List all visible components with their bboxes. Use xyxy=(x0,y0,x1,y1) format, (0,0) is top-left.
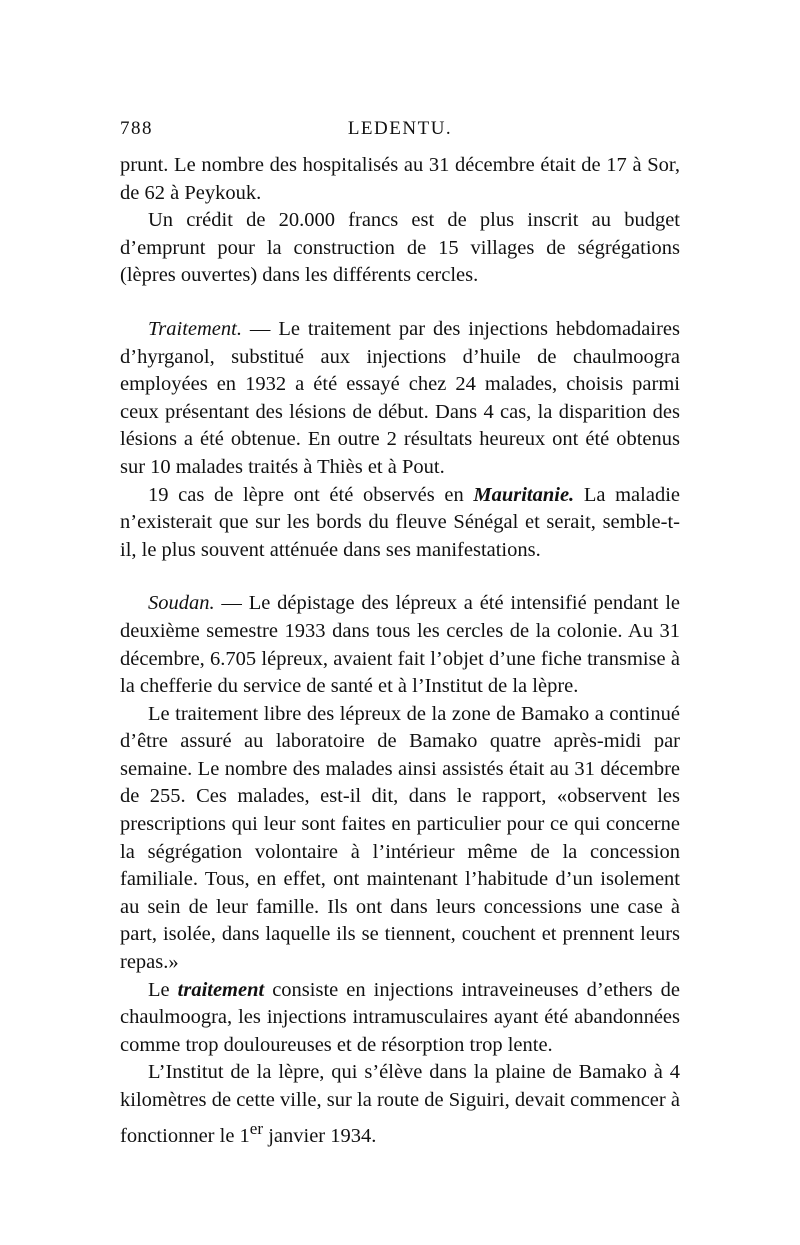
section-heading-soudan: Soudan. xyxy=(148,592,215,615)
paragraph-injections-text: consiste en injections intraveineuses d’ethers de chaulmoogra, les injections intramusculaires ayant été abandonnées comme trop douloureuses et de résorption trop lente. xyxy=(120,978,680,1056)
paragraph-injections-lead: Le xyxy=(148,978,178,1001)
paragraph-mauritanie-lead: 19 cas de lèpre ont été observés en xyxy=(148,483,474,506)
paragraph-hospitalises: prunt. Le nombre des hospitalisés au 31 décembre était de 17 à Sor, de 62 à Peykouk. xyxy=(120,154,680,204)
running-title: LEDENTU. xyxy=(347,118,453,139)
paragraph-institut-text: L’Institut de la lèpre, qui s’élève dans la plaine de Bamako à 4 kilomètres de cette ville, sur la route de Siguiri, devait commencer à fonctionner le 1 xyxy=(120,1061,680,1147)
paragraph-traitement-libre: Le traitement libre des lépreux de la zone de Bamako a continué d’être assuré au laboratoire de Bamako quatre après-midi par semaine. Le nombre des malades ainsi assistés était au 31 décembre de 255. Ces malades, est-il dit, dans le rapport, «observent les prescriptions qui leur sont faites en particulier pour ce qui concerne la ségrégation volontaire à l’intérieur même de la concession familiale. Tous, en effet, ont maintenant l’habitude d’un isolement au sein de leur famille. Ils ont dans leurs concessions une case à part, isolée, dans laquelle ils se tiennent, couchent et prennent leurs repas.» xyxy=(120,702,680,974)
paragraph-soudan-text: — Le dépistage des lépreux a été intensifié pendant le deuxième semestre 1933 dans tous les cercles de la colonie. Au 31 décembre, 6.705 lépreux, avaient fait l’objet d’une fiche transmise à la chefferie du service de santé et à l’Institut de la lèpre. xyxy=(120,592,680,698)
paragraph-institut xyxy=(120,1059,680,1150)
paragraph-institut-date: janvier 1934. xyxy=(263,1124,377,1147)
paragraph-mauritanie xyxy=(120,482,680,565)
section-heading-traitement: Traitement. xyxy=(148,317,242,340)
paragraph-traitement-text: — Le traitement par des injections hebdomadaires d’hyrganol, substitué aux injections d’huile de chaulmoogra employées en 1932 a été essayé chez 24 malades, choisis parmi ceux présentant des lésions de début. Dans 4 cas, la disparition des lésions a été obtenue. En outre 2 résultats heureux ont été obtenus sur 10 malades traités à Thiès et à Pout. xyxy=(120,317,680,478)
paragraph-mauritanie-text: La maladie n’existerait que sur les bords du fleuve Sénégal et serait, semble-t-il, le plus souvent atténuée dans ses manifestations. xyxy=(120,483,680,561)
body-text xyxy=(120,152,680,1150)
paragraph-soudan xyxy=(120,590,680,700)
paragraph-traitement-injections xyxy=(120,977,680,1060)
running-head xyxy=(120,118,680,144)
page-number: 788 xyxy=(120,118,153,139)
paragraph-credit: Un crédit de 20.000 francs est de plus inscrit au budget d’emprunt pour la construction de 15 villages de ségrégations (lèpres ouvertes) dans les différents cercles. xyxy=(120,209,680,287)
place-mauritanie: Mauritanie. xyxy=(473,483,575,506)
paragraph-traitement xyxy=(120,316,680,482)
emphasis-traitement: traitement xyxy=(177,978,265,1001)
ordinal-superscript: er xyxy=(249,1118,264,1138)
